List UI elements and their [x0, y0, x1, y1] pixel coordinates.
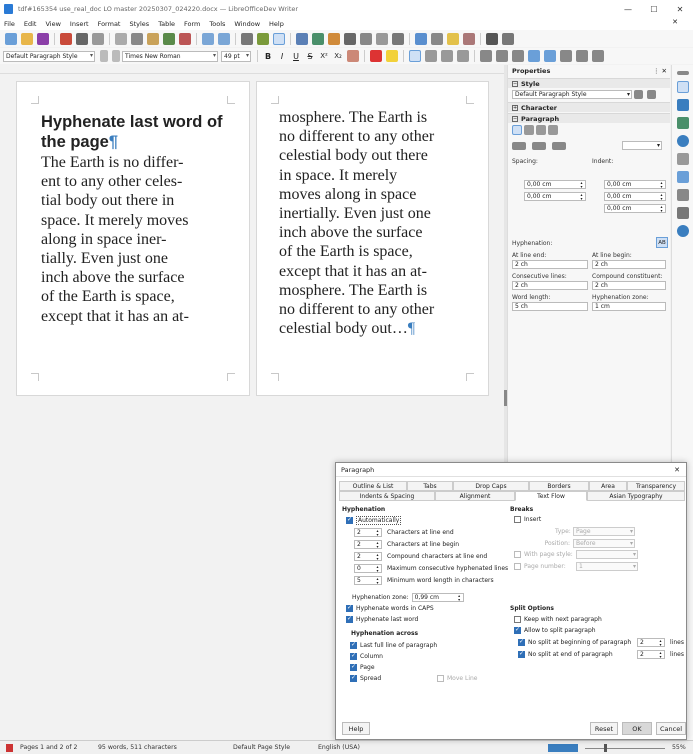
automatically-row[interactable]: [346, 516, 401, 525]
toolbar-separator: [235, 33, 236, 45]
navigator-deck-icon[interactable]: [677, 135, 689, 147]
subscript-button[interactable]: X₂: [334, 52, 342, 60]
page-break-icon[interactable]: [360, 33, 372, 45]
toolbar-separator: [54, 33, 55, 45]
tab-transparency[interactable]: Transparency: [627, 481, 685, 491]
superscript-button[interactable]: X²: [320, 52, 328, 60]
field-row: [354, 528, 454, 537]
close-window-button[interactable]: ✕: [676, 4, 684, 14]
across-row[interactable]: [350, 642, 437, 649]
footnote-icon[interactable]: [431, 33, 443, 45]
comment-icon[interactable]: [447, 33, 459, 45]
no-split-begin-row: [518, 638, 684, 647]
text-line: inertially. Even just one: [279, 205, 431, 223]
last-word-label: Hyphenate last word: [356, 616, 419, 623]
consecutive-label: Consecutive lines:: [512, 273, 567, 280]
position-select: Before ▾: [573, 539, 635, 548]
language[interactable]: English (USA): [318, 744, 360, 751]
cancel-button[interactable]: Cancel: [656, 722, 686, 735]
gallery-deck-icon[interactable]: [677, 117, 689, 129]
compound-chars-field[interactable]: 2 ▴▾: [354, 552, 382, 561]
collapse-icon: −: [513, 115, 518, 122]
keep-with-next-checkbox[interactable]: [514, 616, 521, 623]
background-color-select[interactable]: [622, 141, 662, 150]
sidebar-title: [508, 65, 670, 77]
underline-button[interactable]: U: [293, 51, 299, 61]
crop-mark: [271, 373, 279, 381]
window-title: tdf#165354 use_real_doc LO master 20250307_024220.docx — LibreOfficeDev Writer: [18, 5, 299, 13]
field-row: [354, 540, 459, 549]
last-line-text: celestial body out…: [279, 320, 408, 338]
page-2-body: [279, 108, 471, 338]
field-row: [354, 552, 487, 561]
zoom-slider[interactable]: [585, 748, 665, 749]
find-replace-icon[interactable]: [241, 33, 253, 45]
ok-button[interactable]: OK: [622, 722, 652, 735]
menu-bar: [0, 18, 693, 30]
page-checkbox[interactable]: [350, 664, 357, 671]
insert-field-icon[interactable]: [376, 33, 388, 45]
zone-label: Hyphenation zone:: [592, 294, 649, 301]
text-line: mosphere. The Earth is: [279, 109, 428, 126]
across-label: Page: [360, 664, 375, 671]
paragraph-mark: ¶: [407, 320, 416, 338]
type-row: [555, 527, 635, 536]
menu-help[interactable]: Help: [269, 20, 284, 28]
horizontal-ruler[interactable]: [0, 65, 505, 74]
word-length-label: Word length:: [512, 294, 551, 301]
paragraph-mark: ¶: [108, 133, 119, 151]
zone-field[interactable]: 1 cm: [592, 302, 666, 311]
line-end-label: At line end:: [512, 252, 547, 259]
field-label: Compound characters at line end: [387, 553, 488, 560]
tab-outline-list[interactable]: Outline & List: [339, 481, 407, 491]
menu-format[interactable]: Format: [97, 20, 121, 28]
keep-with-next-label: Keep with next paragraph: [524, 616, 602, 623]
view-layout-icons[interactable]: [548, 744, 578, 752]
tab-alignment[interactable]: Alignment: [435, 491, 515, 501]
section-label: Style: [521, 79, 540, 88]
field-row: [354, 576, 494, 585]
allow-split-checkbox[interactable]: [514, 627, 521, 634]
section-label: Character: [521, 103, 557, 112]
justify-icon[interactable]: [457, 50, 469, 62]
undo-icon[interactable]: [202, 33, 214, 45]
last-full-line-checkbox[interactable]: [350, 642, 357, 649]
text-line: of the Earth is space,: [41, 288, 175, 306]
sidebar-bullets-icon[interactable]: [512, 142, 526, 150]
crop-mark: [227, 96, 235, 104]
update-style-icon[interactable]: [100, 50, 108, 62]
spacing-label: Spacing:: [512, 158, 538, 165]
text-line: celestial body out there: [279, 147, 428, 165]
sidebar-style-select[interactable]: Default Paragraph Style ▾: [512, 90, 632, 99]
special-character-icon[interactable]: [392, 33, 404, 45]
clear-formatting-icon[interactable]: [179, 33, 191, 45]
caps-row[interactable]: [346, 605, 434, 612]
align-right-icon[interactable]: [441, 50, 453, 62]
line-spacing-icon[interactable]: [560, 50, 572, 62]
across-row[interactable]: [350, 675, 381, 682]
spread-checkbox[interactable]: [350, 675, 357, 682]
page-count[interactable]: Pages 1 and 2 of 2: [20, 744, 78, 751]
insert-image-icon[interactable]: [312, 33, 324, 45]
crop-mark: [31, 373, 39, 381]
tab-borders[interactable]: Borders: [529, 481, 589, 491]
sidebar-outline-icon[interactable]: [552, 142, 566, 150]
sidebar-justify-icon[interactable]: [548, 125, 558, 135]
page-number-label: Page number:: [524, 563, 566, 570]
sidebar-align-right-icon[interactable]: [536, 125, 546, 135]
automatically-checkbox[interactable]: [346, 517, 353, 524]
toolbar-separator: [474, 50, 475, 62]
page-info-icon: [6, 744, 13, 752]
hyperlink-icon[interactable]: [415, 33, 427, 45]
sidebar-align-left-icon[interactable]: [512, 125, 522, 135]
no-split-begin-label: No split at beginning of paragraph: [528, 639, 632, 646]
insert-chart-icon[interactable]: [328, 33, 340, 45]
line-begin-field[interactable]: 2 ch: [592, 260, 666, 269]
lines-label: lines: [670, 651, 684, 658]
increase-spacing-icon[interactable]: [576, 50, 588, 62]
tab-tabs[interactable]: Tabs: [407, 481, 453, 491]
field-label: Minimum word length in characters: [387, 577, 494, 584]
maximize-button[interactable]: ☐: [650, 4, 658, 14]
italic-button[interactable]: I: [280, 51, 284, 61]
page-deck-icon[interactable]: [677, 153, 689, 165]
allow-split-row[interactable]: [514, 627, 596, 634]
toolbar-separator: [290, 33, 291, 45]
menu-view[interactable]: View: [45, 20, 61, 28]
document-heading: [41, 112, 226, 152]
tab-asian-typography[interactable]: Asian Typography: [587, 491, 685, 501]
update-style-icon[interactable]: [647, 90, 656, 99]
field-row: [354, 564, 508, 573]
outline-icon[interactable]: [512, 50, 524, 62]
tab-text-flow[interactable]: Text Flow: [515, 491, 587, 501]
page-number-field: 1 ▾: [576, 562, 638, 571]
decrease-indent-icon[interactable]: [544, 50, 556, 62]
min-word-length-field[interactable]: 5 ▴▾: [354, 576, 382, 585]
page-number-checkbox: [514, 563, 521, 570]
tab-drop-caps[interactable]: Drop Caps: [453, 481, 529, 491]
print-icon[interactable]: [76, 33, 88, 45]
across-row[interactable]: [350, 664, 375, 671]
across-header: Hyphenation across: [351, 630, 419, 637]
copy-icon[interactable]: [131, 33, 143, 45]
font-size-select[interactable]: 49 pt ▾: [221, 51, 251, 62]
spelling-icon[interactable]: [257, 33, 269, 45]
split-options-header: Split Options: [510, 605, 554, 612]
menu-table[interactable]: Table: [158, 20, 176, 28]
text-line: except that it has an at-: [41, 307, 189, 325]
insert-line-icon[interactable]: [486, 33, 498, 45]
move-line-checkbox: [437, 675, 444, 682]
dialog-close-icon[interactable]: ✕: [674, 465, 680, 474]
text-line: no different to any other: [279, 128, 435, 146]
redo-icon[interactable]: [218, 33, 230, 45]
dialog-title-bar: [336, 463, 686, 477]
consecutive-field[interactable]: 2 ch: [512, 281, 588, 290]
title-bar: [0, 0, 693, 18]
spacing-below-field[interactable]: 0,00 cm ▴▾: [524, 192, 586, 201]
compound-field[interactable]: 2 ch: [592, 281, 666, 290]
style-inspector-icon[interactable]: [677, 171, 689, 183]
status-bar: [0, 740, 693, 754]
align-center-icon[interactable]: [425, 50, 437, 62]
save-icon[interactable]: [37, 33, 49, 45]
heading-text: Hyphenate last word of the page: [41, 113, 223, 151]
sidebar-close-icon[interactable]: ⋮ ✕: [652, 67, 667, 75]
formatting-toolbar: [0, 48, 693, 64]
collapse-icon: −: [513, 80, 518, 87]
dialog-title: Paragraph: [341, 465, 375, 474]
text-line: space. It merely moves: [41, 211, 189, 229]
hyphenation-header: Hyphenation: [342, 506, 386, 513]
text-line: tial body out there in: [41, 192, 175, 210]
menu-form[interactable]: Form: [184, 20, 201, 28]
sidebar-numbering-icon[interactable]: [532, 142, 546, 150]
field-label: Characters at line begin: [387, 541, 460, 548]
menu-insert[interactable]: Insert: [69, 20, 89, 28]
chars-line-begin-field[interactable]: 2 ▴▾: [354, 540, 382, 549]
close-document-icon[interactable]: ✕: [672, 18, 678, 26]
crop-mark: [227, 373, 235, 381]
sidebar-title-text: Properties: [512, 67, 551, 75]
text-line: inch above the surface: [41, 269, 185, 287]
text-line: no different to any other: [279, 301, 435, 319]
position-label: Position:: [544, 540, 570, 547]
position-row: [542, 539, 635, 548]
page-style-select: [576, 550, 638, 559]
clone-formatting-icon[interactable]: [163, 33, 175, 45]
menu-styles[interactable]: Styles: [129, 20, 150, 28]
page-style[interactable]: Default Page Style: [233, 744, 291, 751]
last-word-checkbox[interactable]: [346, 616, 353, 623]
page-2[interactable]: [256, 81, 489, 396]
track-changes-icon[interactable]: [463, 33, 475, 45]
minimize-button[interactable]: —: [624, 4, 632, 14]
insert-textbox-icon[interactable]: [344, 33, 356, 45]
chars-line-end-field[interactable]: 2 ▴▾: [354, 528, 382, 537]
max-consecutive-field[interactable]: 0 ▴▾: [354, 564, 382, 573]
caps-label: Hyphenate words in CAPS: [356, 605, 434, 612]
toolbar-separator: [403, 50, 404, 62]
zoom-thumb[interactable]: [604, 744, 607, 752]
cut-icon[interactable]: [115, 33, 127, 45]
menu-window[interactable]: Window: [234, 20, 261, 28]
design-deck-icon[interactable]: [677, 207, 689, 219]
with-page-style-checkbox: [514, 551, 521, 558]
spacing-above-field[interactable]: 0,00 cm ▴▾: [524, 180, 586, 189]
decrease-spacing-icon[interactable]: [592, 50, 604, 62]
font-color-icon[interactable]: [370, 50, 382, 62]
text-line: in space. It merely: [279, 166, 398, 184]
expand-icon: +: [513, 104, 518, 111]
line-end-field[interactable]: 2 ch: [512, 260, 588, 269]
no-split-end-field[interactable]: 2 ▴▾: [637, 650, 665, 659]
increase-indent-icon[interactable]: [528, 50, 540, 62]
indent-first-line-field[interactable]: 0,00 cm ▴▾: [604, 204, 666, 213]
move-line-label: Move Line: [447, 675, 478, 682]
insert-table-icon[interactable]: [296, 33, 308, 45]
move-line-row: [437, 675, 478, 682]
reset-button[interactable]: Reset: [590, 722, 618, 735]
compound-label: Compound constituent:: [592, 273, 663, 280]
word-count[interactable]: 95 words, 511 characters: [98, 744, 177, 751]
menu-file[interactable]: File: [4, 20, 15, 28]
print-preview-icon[interactable]: [92, 33, 104, 45]
keep-next-row[interactable]: [514, 616, 602, 623]
text-line: inch above the surface: [279, 224, 423, 242]
insert-row[interactable]: [514, 516, 541, 523]
tab-row-1: [339, 481, 685, 491]
set-style-icon[interactable]: [634, 90, 643, 99]
strikethrough-button[interactable]: S: [307, 51, 313, 61]
field-label: Characters at line end: [387, 529, 454, 536]
zoom-level[interactable]: 55%: [672, 744, 686, 751]
indent-before-field[interactable]: 0,00 cm ▴▾: [604, 180, 666, 189]
align-left-icon[interactable]: [409, 50, 421, 62]
column-checkbox[interactable]: [350, 653, 357, 660]
hyphenation-label: Hyphenation:: [512, 240, 553, 247]
help-button[interactable]: Help: [342, 722, 370, 735]
app-logo-icon: [4, 4, 13, 14]
highlighting-icon[interactable]: [386, 50, 398, 62]
type-label: Type:: [555, 528, 571, 535]
find-deck-icon[interactable]: [677, 225, 689, 237]
tab-indents-spacing[interactable]: Indents & Spacing: [339, 491, 435, 501]
last-word-row[interactable]: [346, 616, 418, 623]
insert-checkbox[interactable]: [514, 516, 521, 523]
zone-label: Hyphenation zone:: [352, 594, 409, 601]
font-name-select[interactable]: Times New Roman ▾: [122, 51, 218, 62]
menu-tools[interactable]: Tools: [209, 20, 226, 28]
crop-mark: [466, 373, 474, 381]
field-label: Maximum consecutive hyphenated lines: [387, 565, 509, 572]
insert-label: Insert: [524, 516, 542, 523]
indent-label: Indent:: [592, 158, 614, 165]
standard-toolbar: [0, 30, 693, 47]
toolbar-separator: [196, 33, 197, 45]
word-length-field[interactable]: 5 ch: [512, 302, 588, 311]
page-style-row: [514, 550, 638, 559]
new-document-icon[interactable]: [5, 33, 17, 45]
line-begin-label: At line begin:: [592, 252, 632, 259]
section-label: Paragraph: [521, 114, 560, 123]
lines-label: lines: [670, 639, 684, 646]
no-split-end-checkbox[interactable]: [518, 651, 525, 658]
breaks-header: Breaks: [510, 506, 534, 513]
hyphenation-toggle-button[interactable]: AB: [656, 237, 668, 248]
zone-field[interactable]: 0,99 cm ▴▾: [412, 593, 464, 602]
basic-shapes-icon[interactable]: [502, 33, 514, 45]
text-line: moves along in space: [279, 185, 417, 203]
toolbar-separator: [257, 50, 258, 62]
paragraph-section-header[interactable]: [508, 113, 670, 123]
deck-menu-icon[interactable]: [677, 71, 689, 75]
style-section-header[interactable]: [508, 78, 670, 88]
text-line: along in space iner-: [41, 230, 167, 248]
toolbar-separator: [109, 33, 110, 45]
page-1[interactable]: [16, 81, 250, 396]
allow-split-label: Allow to split paragraph: [524, 627, 596, 634]
text-line: of the Earth is space,: [279, 243, 413, 261]
styles-deck-icon[interactable]: [677, 99, 689, 111]
text-line: [279, 319, 471, 338]
menu-edit[interactable]: Edit: [23, 20, 37, 28]
tab-row-2: [339, 491, 685, 501]
across-label: Last full line of paragraph: [360, 642, 438, 649]
paste-icon[interactable]: [147, 33, 159, 45]
text-line: The Earth is no differ-: [41, 154, 184, 171]
caps-checkbox[interactable]: [346, 605, 353, 612]
page-number-row: [514, 562, 638, 571]
new-style-icon[interactable]: [112, 50, 120, 62]
page-1-body: [41, 153, 226, 326]
indent-after-field[interactable]: 0,00 cm ▴▾: [604, 192, 666, 201]
crop-mark: [271, 96, 279, 104]
no-split-begin-field[interactable]: 2 ▴▾: [637, 638, 665, 647]
type-select: Page ▾: [573, 527, 635, 536]
across-label: Spread: [360, 675, 382, 682]
export-pdf-icon[interactable]: [60, 33, 72, 45]
character-section-header[interactable]: [508, 102, 670, 112]
no-split-end-label: No split at end of paragraph: [528, 651, 613, 658]
no-split-end-row: [518, 650, 684, 659]
paragraph-dialog: [335, 462, 687, 740]
clear-direct-formatting-icon[interactable]: [347, 50, 359, 62]
with-page-style-label: With page style:: [524, 551, 573, 558]
sidebar-align-center-icon[interactable]: [524, 125, 534, 135]
no-split-begin-checkbox[interactable]: [518, 639, 525, 646]
numbered-list-icon[interactable]: [496, 50, 508, 62]
crop-mark: [31, 96, 39, 104]
bold-button[interactable]: B: [264, 51, 272, 61]
bullet-list-icon[interactable]: [480, 50, 492, 62]
open-folder-icon[interactable]: [21, 33, 33, 45]
text-line: mosphere. The Earth is: [279, 281, 428, 299]
across-row[interactable]: [350, 653, 383, 660]
tab-area[interactable]: Area: [589, 481, 627, 491]
manage-changes-icon[interactable]: [677, 189, 689, 201]
text-line: tially. Even just one: [41, 250, 168, 268]
across-label: Column: [360, 653, 383, 660]
formatting-marks-icon[interactable]: [273, 33, 285, 45]
toolbar-separator: [364, 50, 365, 62]
text-line: except that it has an at-: [279, 262, 427, 280]
text-line: ent to any other celes-: [41, 173, 183, 191]
crop-mark: [466, 96, 474, 104]
properties-deck-icon[interactable]: [677, 81, 689, 93]
toolbar-separator: [480, 33, 481, 45]
toolbar-separator: [409, 33, 410, 45]
zone-row: [352, 593, 469, 602]
paragraph-style-select[interactable]: Default Paragraph Style ▾: [3, 51, 95, 62]
automatically-label: Automatically: [358, 517, 400, 524]
